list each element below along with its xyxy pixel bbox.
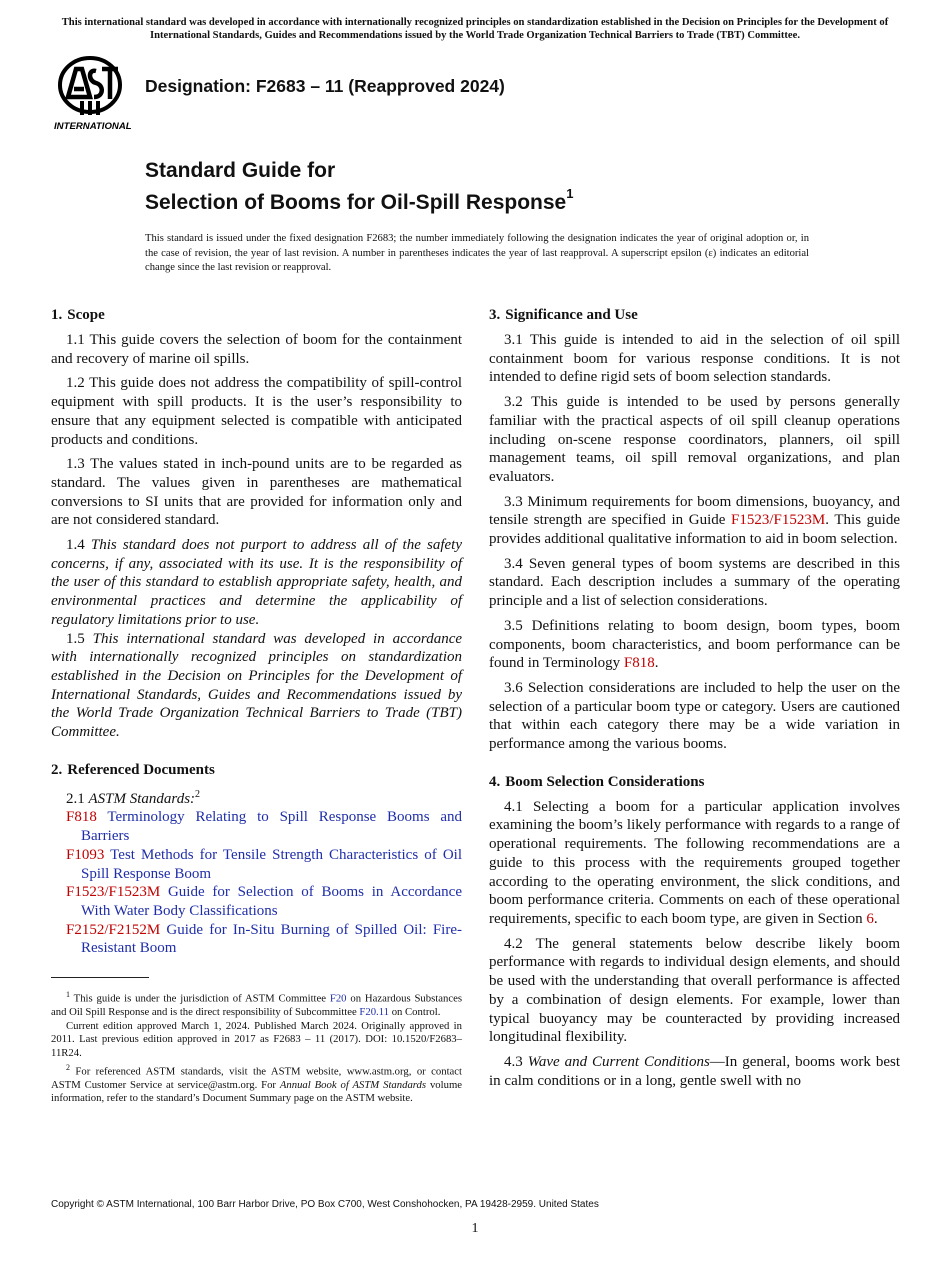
- footnote-edition: Current edition approved March 1, 2024. Published March 2024. Originally approved in 2011. Last previous edition approved in 2017 as F2683 – 11 (2017). DOI: 10.1520/F2683–11R24.: [51, 1019, 462, 1059]
- astm-logo: [52, 55, 136, 133]
- title-footnote-mark: 1: [566, 186, 574, 201]
- footnote-1: $^1$ This guide is under the jurisdiction of ASTM Committee F20 on Hazardous Substances and Oil Spill Response and is the direct responsibility of Subcommittee F20.11 on Control.: [51, 990, 462, 1019]
- link-f1523[interactable]: F1523/F1523M: [731, 512, 826, 529]
- reference-item-f818[interactable]: F818 Terminology Relating to Spill Response Booms and Barriers: [66, 809, 462, 845]
- paragraph-1-5: 1.5 This international standard was developed in accordance with internationally recognized principles on standardization established in the Decision on Principles for the Development of International Standards, Guides and Recommendations issued by the World Trade Organization Technical Barriers to Trade (TBT) Committee.: [51, 630, 463, 741]
- footnote-rule: [51, 977, 149, 978]
- title-line-1: Standard Guide for: [145, 159, 336, 182]
- paragraph-3-4: 3.4 Seven general types of boom systems are described in this standard. Each description includes a summary of the operating principle and a list of selection considerations.: [489, 555, 900, 610]
- paragraph-3-1: 3.1 This guide is intended to aid in the selection of oil spill containment boom for various response conditions. It is not intended to define rigid sets of boom selection standards.: [489, 332, 900, 386]
- paragraph-2-1: 2.1 ASTM Standards:$^2$: [66, 788, 201, 807]
- reference-item-f1523[interactable]: F1523/F1523M Guide for Selection of Booms in Accordance With Water Body Classifications: [66, 884, 462, 919]
- designation: Designation: F2683 – 11 (Reapproved 2024): [145, 76, 505, 96]
- paragraph-3-3: 3.3 Minimum requirements for boom dimensions, buoyancy, and tensile strength are specified in Guide F1523/F1523M. This guide provides additional qualitative information to aid in boom selection.: [489, 493, 900, 548]
- document-title: [145, 158, 573, 216]
- astm-logo-icon: [52, 55, 136, 133]
- paragraph-4-1: 4.1 Selecting a boom for a particular application involves examining the boom’s likely performance with regards to a range of operational requirements. The following recommendations are a guide to this process with the requirements grouped together according to the operating environment, the slick conditions, and boom performance criteria. Comments on each of these operational requirements, specific to each boom type, are given in Section 6.: [489, 798, 900, 927]
- paragraph-1-1: 1.1 This guide covers the selection of boom for the containment and recovery of marine oil spills.: [51, 332, 462, 367]
- title-line-2: Selection of Booms for Oil-Spill Response: [145, 191, 567, 214]
- footnote-2: $^2$ For referenced ASTM standards, visit the ASTM website, www.astm.org, or contact ASTM Customer Service at service@astm.org. For Annual Book of ASTM Standards volume information, refer to the standard’s Document Summary page on the ASTM website.: [51, 1062, 463, 1105]
- issued-note: This standard is issued under the fixed designation F2683; the number immediately following the designation indicates the year of original adoption or, in the case of revision, the year of last revision. A number in parentheses indicates the year of last reapproval. A superscript epsilon (ε) indicates an editorial change since the last revision or reapproval.: [145, 233, 809, 274]
- tbt-notice: This international standard was developed in accordance with internationally recognized principles on standardization established in the Decision on Principles for the Development of International Standards, Guides and Recommendations issued by the World Trade Organization Technical Barriers to Trade (TBT) Committee.: [61, 17, 889, 41]
- paragraph-4-3: 4.3 Wave and Current Conditions—In general, booms work best in calm conditions or in a long, gentle swell with no: [489, 1053, 900, 1089]
- reference-item-f1093[interactable]: F1093 Test Methods for Tensile Strength Characteristics of Oil Spill Response Boom: [66, 846, 462, 882]
- link-f818[interactable]: F818: [623, 655, 655, 672]
- section-heading-scope: 1. Scope: [51, 307, 105, 323]
- paragraph-1-4: 1.4 This standard does not purport to address all of the safety concerns, if any, associated with its use. It is the responsibility of the user of this standard to establish appropriate safety, health, and environmental practices and determine the applicability of regulatory limitations prior to use.: [51, 537, 463, 628]
- section-heading-referenced: 2. Referenced Documents: [51, 761, 215, 778]
- paragraph-3-5: 3.5 Definitions relating to boom design, boom types, boom components, boom characteristics, and boom performance can be found in Terminology F818.: [489, 617, 900, 672]
- link-f20[interactable]: F20: [329, 992, 347, 1005]
- paragraph-4-2: 4.2 The general statements below describe likely boom performance with regards to individual design elements, and should be used with the understanding that overall performance is affected by a combination of design elements. For example, lower than typical buoyancy may be counteracted by providing increased longitudinal flexibility.: [489, 935, 900, 1046]
- link-section-6[interactable]: 6: [866, 910, 874, 927]
- section-heading-considerations: 4. Boom Selection Considerations: [489, 773, 705, 790]
- paragraph-1-3: 1.3 The values stated in inch-pound units are to be regarded as standard. The values given in parentheses are mathematical conversions to SI units that are provided for information only and are not considered standard.: [51, 456, 462, 529]
- paragraph-3-2: 3.2 This guide is intended to be used by persons generally familiar with the practical aspects of oil spill cleanup operations including on-scene response coordinators, planners, oil spill management teams, oil spill removal organizations, and plan evaluators.: [489, 394, 900, 485]
- right-column: [489, 305, 900, 1096]
- link-f20-11[interactable]: F20.11: [359, 1006, 390, 1019]
- left-column: [51, 305, 462, 958]
- copyright: Copyright © ASTM International, 100 Barr Harbor Drive, PO Box C700, West Conshohocken, PA 19428-2959. United States: [51, 1199, 599, 1210]
- section-heading-significance: 3. Significance and Use: [489, 307, 638, 323]
- footnotes: [51, 988, 462, 1106]
- page-number: 1: [471, 1221, 479, 1236]
- reference-item-f2152[interactable]: F2152/F2152M Guide for In-Situ Burning of Spilled Oil: Fire-Resistant Boom: [66, 921, 462, 957]
- logo-text: INTERNATIONAL: [54, 121, 132, 132]
- paragraph-3-6: 3.6 Selection considerations are included to help the user on the selection of a particular boom type or category. Users are cautioned that within each category there may be a wide variation in performance among the various booms.: [489, 679, 900, 753]
- paragraph-1-2: 1.2 This guide does not address the compatibility of spill-control equipment with spill products. It is the user’s responsibility to ensure that any equipment selected is compatible with anticipated products and conditions.: [51, 375, 462, 448]
